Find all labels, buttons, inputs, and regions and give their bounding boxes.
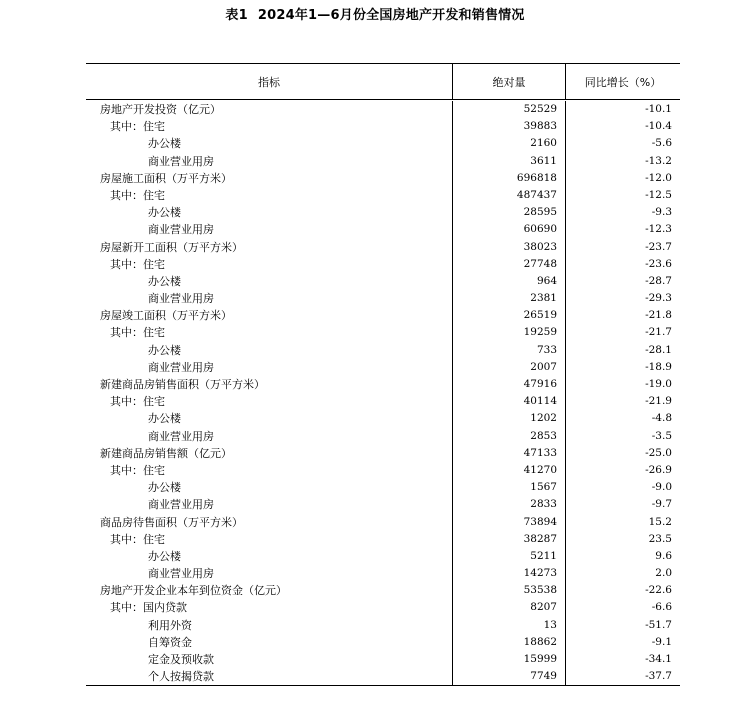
indicator-name: 办公楼 <box>148 412 181 426</box>
indicator-prefix: 其中： <box>110 120 143 134</box>
yoy-growth-cell: -19.0 <box>645 378 672 390</box>
table-number: 表1 <box>225 8 248 23</box>
indicator-name: 个人按揭贷款 <box>148 670 214 684</box>
table-row <box>86 239 680 256</box>
indicator-prefix: 其中： <box>110 395 143 409</box>
indicator-cell <box>86 599 452 616</box>
table-row <box>86 324 680 341</box>
absolute-value-cell: 38023 <box>452 239 566 256</box>
indicator-cell <box>86 153 452 170</box>
indicator-name: 办公楼 <box>148 343 181 357</box>
table-row <box>86 170 680 187</box>
indicator-cell <box>86 445 452 462</box>
absolute-value-cell: 15999 <box>452 651 566 668</box>
absolute-value-cell: 53538 <box>452 582 566 599</box>
indicator-name: 房地产开发企业本年到位资金（亿元） <box>100 584 287 598</box>
yoy-growth-cell: -34.1 <box>645 653 672 665</box>
absolute-value-cell: 18862 <box>452 634 566 651</box>
yoy-growth-cell: 23.5 <box>648 532 672 545</box>
absolute-value-cell: 733 <box>452 342 566 359</box>
indicator-name: 办公楼 <box>148 549 181 563</box>
indicator-name: 房屋竣工面积（万平方米） <box>100 309 232 323</box>
yoy-growth-cell: -37.7 <box>645 670 672 683</box>
absolute-value-cell: 47916 <box>452 376 566 393</box>
indicator-cell <box>86 290 452 307</box>
table-row <box>86 514 680 531</box>
indicator-cell <box>86 428 452 445</box>
indicator-cell <box>86 668 452 685</box>
yoy-growth-cell: -10.1 <box>645 103 672 115</box>
header-absolute-value: 绝对量 <box>452 64 566 99</box>
table-row <box>86 410 680 427</box>
yoy-growth-cell: -28.1 <box>645 343 672 356</box>
absolute-value-cell: 3611 <box>452 153 566 170</box>
indicator-cell <box>86 204 452 221</box>
table-row <box>86 582 680 599</box>
yoy-growth-cell: -23.7 <box>645 240 672 253</box>
indicator-name: 住宅 <box>143 395 165 409</box>
indicator-cell <box>86 101 452 118</box>
indicator-name: 商业营业用房 <box>148 498 214 512</box>
yoy-growth-cell: -13.2 <box>645 154 672 167</box>
indicator-prefix: 其中： <box>110 532 143 546</box>
indicator-name: 新建商品房销售额（亿元） <box>100 446 232 460</box>
yoy-growth-cell: -10.4 <box>645 120 672 133</box>
absolute-value-cell: 47133 <box>452 445 566 462</box>
table-row <box>86 634 680 651</box>
yoy-growth-cell: -51.7 <box>645 618 672 631</box>
indicator-name: 房地产开发投资（亿元） <box>100 103 221 116</box>
yoy-growth-cell: -25.0 <box>645 446 672 459</box>
indicator-name: 商业营业用房 <box>148 223 214 237</box>
indicator-name: 办公楼 <box>148 274 181 288</box>
indicator-prefix: 其中： <box>110 463 143 477</box>
table-row <box>86 548 680 565</box>
absolute-value-cell: 2853 <box>452 428 566 445</box>
indicator-prefix: 其中： <box>110 188 143 202</box>
indicator-cell <box>86 634 452 651</box>
absolute-value-cell: 1202 <box>452 410 566 427</box>
indicator-name: 房屋新开工面积（万平方米） <box>100 240 243 254</box>
indicator-name: 办公楼 <box>148 481 181 495</box>
indicator-name: 商业营业用房 <box>148 292 214 306</box>
table-row <box>86 135 680 152</box>
indicator-name: 房屋施工面积（万平方米） <box>100 171 232 185</box>
yoy-growth-cell: -12.0 <box>645 171 672 184</box>
table-row <box>86 445 680 462</box>
table-row <box>86 101 680 118</box>
indicator-prefix: 其中： <box>110 601 143 615</box>
indicator-prefix: 其中： <box>110 257 143 271</box>
indicator-cell <box>86 221 452 238</box>
yoy-growth-cell: -9.1 <box>651 635 672 648</box>
yoy-growth-cell: -21.8 <box>645 309 672 322</box>
indicator-cell <box>86 307 452 324</box>
header-yoy-growth: 同比增长（%） <box>584 75 662 89</box>
yoy-growth-cell: -18.9 <box>645 360 672 373</box>
absolute-value-cell: 19259 <box>452 324 566 341</box>
absolute-value-cell: 39883 <box>452 118 566 135</box>
table-row <box>86 187 680 204</box>
data-table <box>86 63 680 686</box>
yoy-growth-cell: 15.2 <box>648 515 672 528</box>
indicator-cell <box>86 496 452 513</box>
yoy-growth-cell: 2.0 <box>655 567 672 580</box>
indicator-cell <box>86 462 452 479</box>
indicator-name: 办公楼 <box>148 206 181 220</box>
indicator-name: 住宅 <box>143 188 165 202</box>
absolute-value-cell: 73894 <box>452 514 566 531</box>
indicator-cell <box>86 531 452 548</box>
indicator-cell <box>86 342 452 359</box>
yoy-growth-cell: -23.6 <box>645 257 672 270</box>
yoy-growth-cell: -29.3 <box>645 292 672 305</box>
indicator-name: 住宅 <box>143 120 165 134</box>
indicator-cell <box>86 393 452 410</box>
indicator-cell <box>86 324 452 341</box>
yoy-growth-cell: -21.9 <box>645 395 672 408</box>
table-row <box>86 531 680 548</box>
indicator-name: 国内贷款 <box>143 601 187 615</box>
indicator-cell <box>86 118 452 135</box>
table-row <box>86 204 680 221</box>
absolute-value-cell: 60690 <box>452 221 566 238</box>
indicator-cell <box>86 170 452 187</box>
table-row <box>86 565 680 582</box>
absolute-value-cell: 487437 <box>452 187 566 204</box>
indicator-cell <box>86 514 452 531</box>
table-row <box>86 256 680 273</box>
indicator-cell <box>86 239 452 256</box>
indicator-name: 住宅 <box>143 463 165 477</box>
yoy-growth-cell: -22.6 <box>645 584 672 597</box>
absolute-value-cell: 26519 <box>452 307 566 324</box>
table-row <box>86 307 680 324</box>
indicator-cell <box>86 479 452 496</box>
absolute-value-cell: 41270 <box>452 462 566 479</box>
table-row <box>86 273 680 290</box>
table-row <box>86 342 680 359</box>
absolute-value-cell: 7749 <box>452 668 566 685</box>
yoy-growth-cell: 9.6 <box>655 549 672 562</box>
absolute-value-cell: 40114 <box>452 393 566 410</box>
absolute-value-cell: 2160 <box>452 135 566 152</box>
indicator-cell <box>86 651 452 668</box>
table-row <box>86 617 680 634</box>
yoy-growth-cell: -21.7 <box>645 326 672 339</box>
yoy-growth-cell: -28.7 <box>645 274 672 287</box>
absolute-value-cell: 2833 <box>452 496 566 513</box>
table-body <box>86 100 680 685</box>
yoy-growth-cell: -5.6 <box>651 137 672 150</box>
table-row <box>86 462 680 479</box>
absolute-value-cell: 5211 <box>452 548 566 565</box>
table-row <box>86 118 680 135</box>
indicator-name: 商业营业用房 <box>148 154 214 168</box>
yoy-growth-cell: -4.8 <box>651 412 672 425</box>
indicator-cell <box>86 273 452 290</box>
table-title <box>0 6 750 26</box>
indicator-cell <box>86 359 452 376</box>
indicator-name: 利用外资 <box>148 618 192 632</box>
indicator-prefix: 其中： <box>110 326 143 340</box>
yoy-growth-cell: -9.0 <box>651 481 672 494</box>
indicator-cell <box>86 135 452 152</box>
indicator-cell <box>86 187 452 204</box>
yoy-growth-cell: -9.3 <box>651 206 672 219</box>
absolute-value-cell: 964 <box>452 273 566 290</box>
absolute-value-cell: 28595 <box>452 204 566 221</box>
table-row <box>86 599 680 616</box>
table-row <box>86 359 680 376</box>
indicator-cell <box>86 565 452 582</box>
yoy-growth-cell: -3.5 <box>651 429 672 442</box>
yoy-growth-cell: -12.3 <box>645 223 672 236</box>
indicator-cell <box>86 617 452 634</box>
absolute-value-cell: 52529 <box>452 101 566 118</box>
table-row <box>86 221 680 238</box>
table-row <box>86 496 680 513</box>
table-header <box>86 64 680 100</box>
indicator-name: 住宅 <box>143 326 165 340</box>
absolute-value-cell: 38287 <box>452 531 566 548</box>
absolute-value-cell: 1567 <box>452 479 566 496</box>
indicator-name: 商业营业用房 <box>148 429 214 443</box>
absolute-value-cell: 2007 <box>452 359 566 376</box>
absolute-value-cell: 2381 <box>452 290 566 307</box>
table-title-text: 2024年1—6月份全国房地产开发和销售情况 <box>257 8 525 23</box>
indicator-name: 商业营业用房 <box>148 360 214 374</box>
yoy-growth-cell: -6.6 <box>651 601 672 614</box>
indicator-name: 住宅 <box>143 532 165 546</box>
header-indicator: 指标 <box>258 75 280 89</box>
table-row <box>86 290 680 307</box>
indicator-name: 住宅 <box>143 257 165 271</box>
indicator-cell <box>86 256 452 273</box>
yoy-growth-cell: -12.5 <box>645 188 672 201</box>
table-row <box>86 393 680 410</box>
absolute-value-cell: 8207 <box>452 599 566 616</box>
table-row <box>86 479 680 496</box>
indicator-cell <box>86 548 452 565</box>
indicator-name: 商业营业用房 <box>148 567 214 581</box>
yoy-growth-cell: -9.7 <box>651 498 672 511</box>
table-row <box>86 153 680 170</box>
indicator-cell <box>86 376 452 393</box>
absolute-value-cell: 13 <box>452 617 566 634</box>
indicator-cell <box>86 582 452 599</box>
indicator-name: 商品房待售面积（万平方米） <box>100 515 243 529</box>
absolute-value-cell: 696818 <box>452 170 566 187</box>
table-row <box>86 428 680 445</box>
table-row <box>86 668 680 685</box>
absolute-value-cell: 14273 <box>452 565 566 582</box>
table-row <box>86 651 680 668</box>
indicator-name: 办公楼 <box>148 137 181 151</box>
indicator-name: 新建商品房销售面积（万平方米） <box>100 378 265 391</box>
table-row <box>86 376 680 393</box>
yoy-growth-cell: -26.9 <box>645 463 672 476</box>
indicator-name: 定金及预收款 <box>148 653 214 666</box>
indicator-cell <box>86 410 452 427</box>
indicator-name: 自筹资金 <box>148 635 192 649</box>
absolute-value-cell: 27748 <box>452 256 566 273</box>
